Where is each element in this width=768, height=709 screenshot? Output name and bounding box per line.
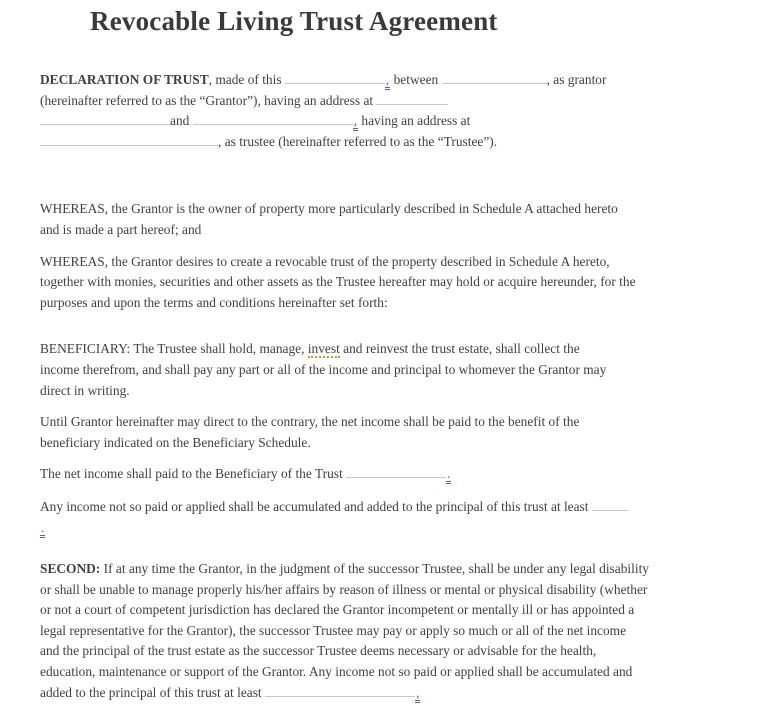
text-segment: education, maintenance or support of the Grantor. Any income not so paid or applied shall be accumulated and: [40, 664, 633, 680]
blank-field[interactable]: [40, 116, 170, 126]
paragraph-net-income: [40, 464, 740, 485]
text-segment: and: [170, 113, 193, 129]
text-segment: legal representative for the Grantor), the successor Trustee may pay or apply so much or all of the net income: [40, 622, 627, 638]
bold-segment: DECLARATION OF TRUST: [40, 72, 209, 87]
text-segment: added to the principal of this trust at least: [40, 684, 265, 700]
paragraph-declaration: [40, 70, 740, 152]
grammar-mark: ,: [353, 113, 358, 131]
text-segment: beneficiary indicated on the Beneficiary Schedule.: [40, 434, 311, 450]
text-segment: Any income not so paid or applied shall be accumulated and added to the principal of this trust at least: [40, 498, 592, 514]
text-segment: or not a court of competent jurisdiction has declared the Grantor incompetent or mentally ill or has appointed a: [40, 602, 635, 618]
text-segment: , as grantor: [546, 72, 607, 87]
blank-field[interactable]: [442, 74, 547, 84]
text-segment: between: [390, 72, 442, 87]
document-content: [40, 70, 740, 703]
bold-segment: SECOND:: [40, 561, 101, 577]
paragraph-until-grantor: [40, 412, 740, 453]
grammar-mark: ,: [415, 685, 420, 703]
paragraph-whereas-desires: [40, 252, 740, 314]
text-segment: WHEREAS, the Grantor desires to create a revocable trust of the property described in Schedule A hereto,: [40, 253, 610, 269]
blank-field[interactable]: [193, 116, 353, 126]
text-segment: Until Grantor hereinafter may direct to the contrary, the net income shall be paid to the benefit of the: [40, 414, 580, 430]
text-segment: income therefrom, and shall pay any part or all of the income and principal to whomever the Grantor may: [40, 361, 607, 377]
blank-field[interactable]: [592, 501, 628, 511]
misspelled-word: invest: [307, 341, 340, 357]
text-segment: , made of this: [208, 72, 285, 87]
text-segment: If at any time the Grantor, in the judgment of the successor Trustee, shall be under any legal disability: [100, 561, 649, 577]
text-segment: The net income shall paid to the Beneficiary of the Trust: [40, 466, 347, 482]
paragraph-beneficiary: [40, 339, 740, 401]
paragraph-second: [40, 559, 740, 703]
text-segment: or shall be unable to manage properly his/her affairs by reason of illness or mental or physical disability (whether: [40, 581, 648, 597]
blank-field[interactable]: [285, 74, 385, 84]
text-segment: purposes and upon the terms and conditions hereinafter set forth:: [40, 294, 388, 310]
document-title: Revocable Living Trust Agreement: [90, 6, 498, 36]
blank-field[interactable]: [265, 687, 415, 697]
text-segment: and is made a part hereof; and: [40, 221, 202, 237]
blank-field[interactable]: [346, 469, 446, 479]
text-segment: and the principal of the trust estate as the successor Trustee deems necessary or advisable for the health,: [40, 643, 597, 659]
paragraph-whereas-owner: [40, 199, 740, 240]
text-segment: WHEREAS, the Grantor is the owner of property more particularly described in Schedule A attached hereto: [40, 201, 618, 217]
text-segment: , as trustee (hereinafter referred to as the “Trustee”).: [218, 133, 498, 149]
text-segment: having an address at: [358, 113, 471, 129]
blank-field[interactable]: [40, 136, 218, 146]
paragraph-any-income: [40, 497, 740, 538]
text-segment: BENEFICIARY: The Trustee shall hold, manage,: [40, 341, 308, 357]
text-segment: (hereinafter referred to as the “Grantor”), having an address at: [40, 92, 377, 108]
grammar-mark: .: [446, 466, 451, 484]
text-segment: together with monies, securities and other assets as the Trustee hereafter may hold or acquire hereunder, for the: [40, 274, 636, 290]
text-segment: direct in writing.: [40, 382, 130, 398]
grammar-mark: .: [40, 520, 45, 538]
blank-field[interactable]: [376, 95, 448, 105]
text-segment: and reinvest the trust estate, shall collect the: [339, 341, 580, 357]
grammar-mark: ,: [385, 72, 390, 90]
